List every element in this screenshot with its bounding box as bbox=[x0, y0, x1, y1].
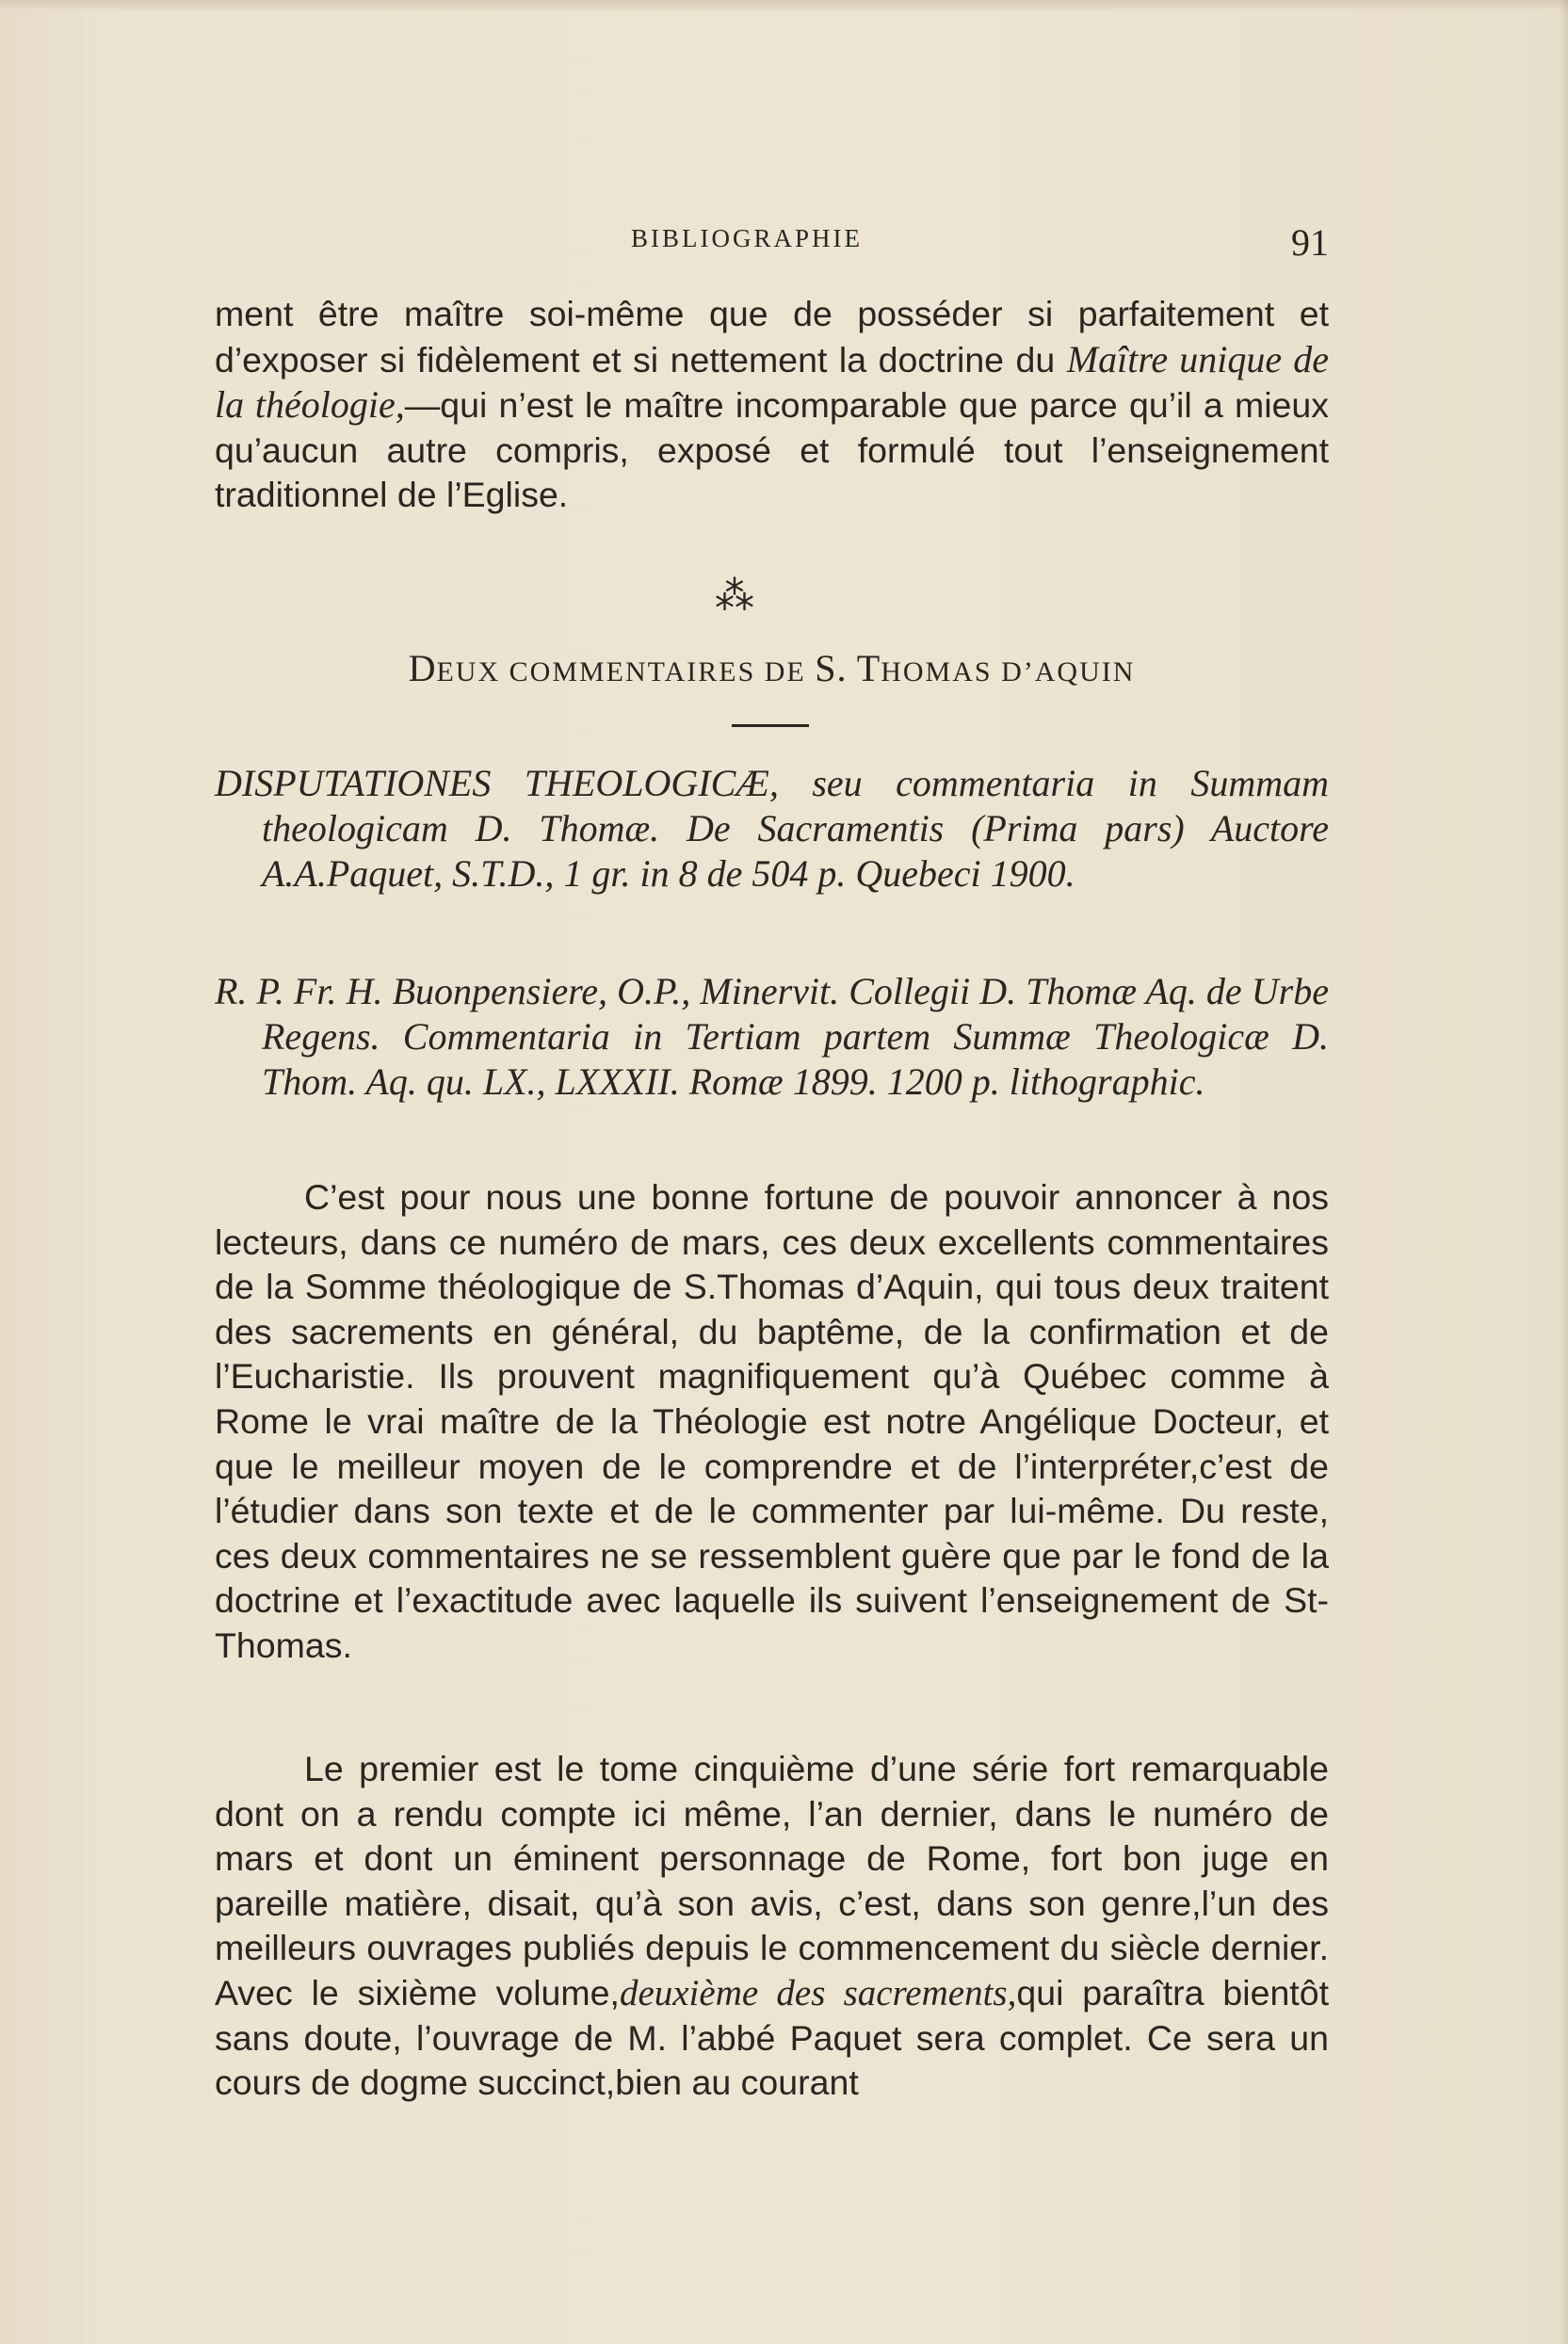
para2-part1: Le premier est le tome cinquième d’une série fort remarquable dont on a rendu compte ici même, l’an dernier, dans le numéro de mars et dont un éminent personnage de Rome, fort bon juge en pareille matière, disait, qu’à son avis, c’est, dans son genre,l’un des meilleurs ouvrages publiés depuis le commencement du siècle dernier. Avec le sixième volume, bbox=[215, 1749, 1329, 2013]
section-rule bbox=[732, 724, 809, 727]
page-edge-shadow bbox=[1559, 0, 1568, 2344]
bibliography-entry-text: R. P. Fr. H. Buonpensiere, O.P., Minervit. Collegii D. Thomæ Aq. de Urbe Regens. Commentaria in Tertiam partem Summæ Theologicæ D. Thom. Aq. qu. LX., LXXXII. Romæ 1899. 1200 p. lithographic. bbox=[215, 970, 1329, 1103]
body-paragraph-text bbox=[215, 1747, 1329, 2106]
intro-text-part2: —qui n’est le maître incomparable que parce qu’il a mieux qu’aucun autre compris, exposé et formulé tout l’enseignement traditionnel de l’Eglise. bbox=[215, 385, 1329, 514]
para2-italic-phrase: deuxième des sacrements, bbox=[619, 1972, 1017, 2013]
section-title-rest2: HOMAS D’A bbox=[881, 656, 1058, 687]
bibliography-entry bbox=[215, 761, 1329, 897]
body-paragraph bbox=[215, 1747, 1329, 2106]
page-header bbox=[215, 221, 1329, 264]
asterism-ornament: ⁂ bbox=[715, 573, 754, 619]
bibliography-entry-text: DISPUTATIONES THEOLOGICÆ, seu commentaria in Summam theologicam D. Thomæ. De Sacramentis (Prima pars) Auctore A.A.Paquet, S.T.D., 1 gr. in 8 de 504 p. Quebeci 1900. bbox=[215, 762, 1329, 895]
body-paragraph-text: C’est pour nous une bonne fortune de pouvoir annoncer à nos lecteurs, dans ce numéro de mars, ces deux excellents commentaires de la Somme théologique de S.Thomas d’Aquin, qui tous deux traitent des sacrements en général, du baptême, de la confirmation et de l’Eucharistie. Ils prouvent magnifiquement qu’à Québec comme à Rome le vrai maître de la Théologie est notre Angélique Docteur, et que le meilleur moyen de le comprendre et de l’interpréter,c’est de l’étudier dans son texte et de le commenter par lui-même. Du reste, ces deux commentaires ne se ressemblent guère que par le fond de la doctrine et l’exactitude avec laquelle ils suivent l’enseignement de St-Thomas. bbox=[215, 1177, 1329, 1665]
page-number: 91 bbox=[1291, 221, 1329, 264]
section-title-rest3: QUIN bbox=[1057, 656, 1136, 687]
intro-text-part1: ment être maître soi-même que de posséder si parfaitement et d’exposer si fidèlement et si nettement la doctrine du bbox=[215, 294, 1329, 380]
intro-italic-phrase: Maître unique de la théologie, bbox=[215, 337, 1329, 426]
intro-paragraph bbox=[215, 292, 1329, 518]
running-head: BIBLIOGRAPHIE bbox=[631, 224, 863, 252]
section-title-cap1: D bbox=[408, 647, 437, 689]
section-title-rest1: EUX COMMENTAIRES DE bbox=[436, 656, 816, 687]
section-title bbox=[215, 646, 1329, 690]
body-paragraph bbox=[215, 1175, 1329, 1669]
para2-part2: qui paraîtra bientôt sans doute, l’ouvrage de M. l’abbé Paquet sera complet. Ce sera un cours de dogme succinct,bien au courant bbox=[215, 1972, 1329, 2103]
page-top-edge bbox=[0, 0, 1568, 11]
section-title-cap2: S. T bbox=[815, 647, 881, 689]
bibliography-entry bbox=[215, 969, 1329, 1105]
